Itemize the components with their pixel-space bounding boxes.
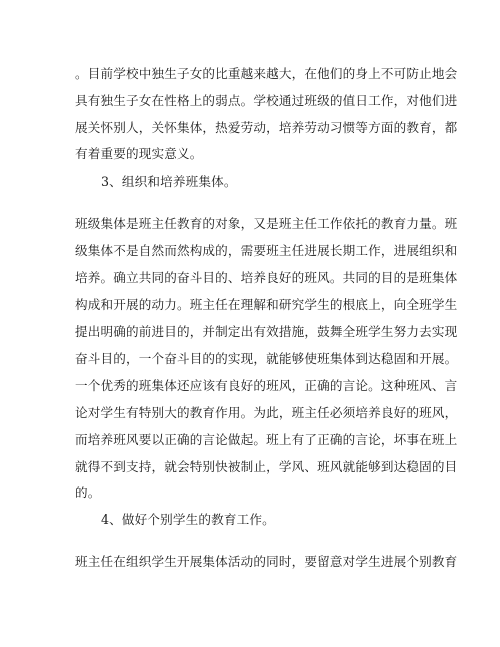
- section-heading: 4、做好个别学生的教育工作。: [101, 512, 275, 527]
- paragraph-line: 提出明确的前进目的，并制定出有效措施，鼓舞全班学生努力去实现: [75, 324, 458, 339]
- paragraph-line: 一个优秀的班集体还应该有良好的班风，正确的言论。这种班风、言: [75, 378, 458, 393]
- paragraph-line: 奋斗目的，一个奋斗目的的实现，就能够使班集体到达稳固和开展。: [75, 351, 458, 366]
- paragraph-line: 就得不到支持，就会特别快被制止，学风、班风就能够到达稳固的目: [75, 459, 458, 474]
- paragraph-line: 构成和开展的动力。班主任在理解和研究学生的根底上，向全班学生: [75, 297, 458, 312]
- paragraph-line: 级集体不是自然而然构成的，需要班主任进展长期工作，进展组织和: [75, 243, 458, 258]
- paragraph-line: 培养。确立共同的奋斗目的、培养良好的班风。共同的目的是班集体: [75, 270, 458, 285]
- paragraph-line: 具有独生子女在性格上的弱点。学校通过班级的值日工作，对他们进: [75, 93, 458, 108]
- paragraph-line: 班级集体是班主任教育的对象，又是班主任工作依托的教育力量。班: [75, 216, 458, 231]
- paragraph-line: 有着重要的现实意义。: [75, 146, 203, 161]
- paragraph-line: 而培养班风要以正确的言论做起。班上有了正确的言论，坏事在班上: [75, 432, 458, 447]
- paragraph-line: 的。: [75, 485, 101, 500]
- paragraph-line: 展关怀别人，关怀集体，热爱劳动，培养劳动习惯等方面的教育，都: [75, 120, 458, 135]
- paragraph-line: 班主任在组织学生开展集体活动的同时，要留意对学生进展个别教育: [75, 554, 458, 569]
- paragraph-line: 论对学生有特别大的教育作用。为此，班主任必须培养良好的班风，: [75, 405, 458, 420]
- paragraph-line: 。目前学校中独生子女的比重越来越大，在他们的身上不可防止地会: [75, 66, 458, 81]
- section-heading: 3、组织和培养班集体。: [101, 174, 237, 189]
